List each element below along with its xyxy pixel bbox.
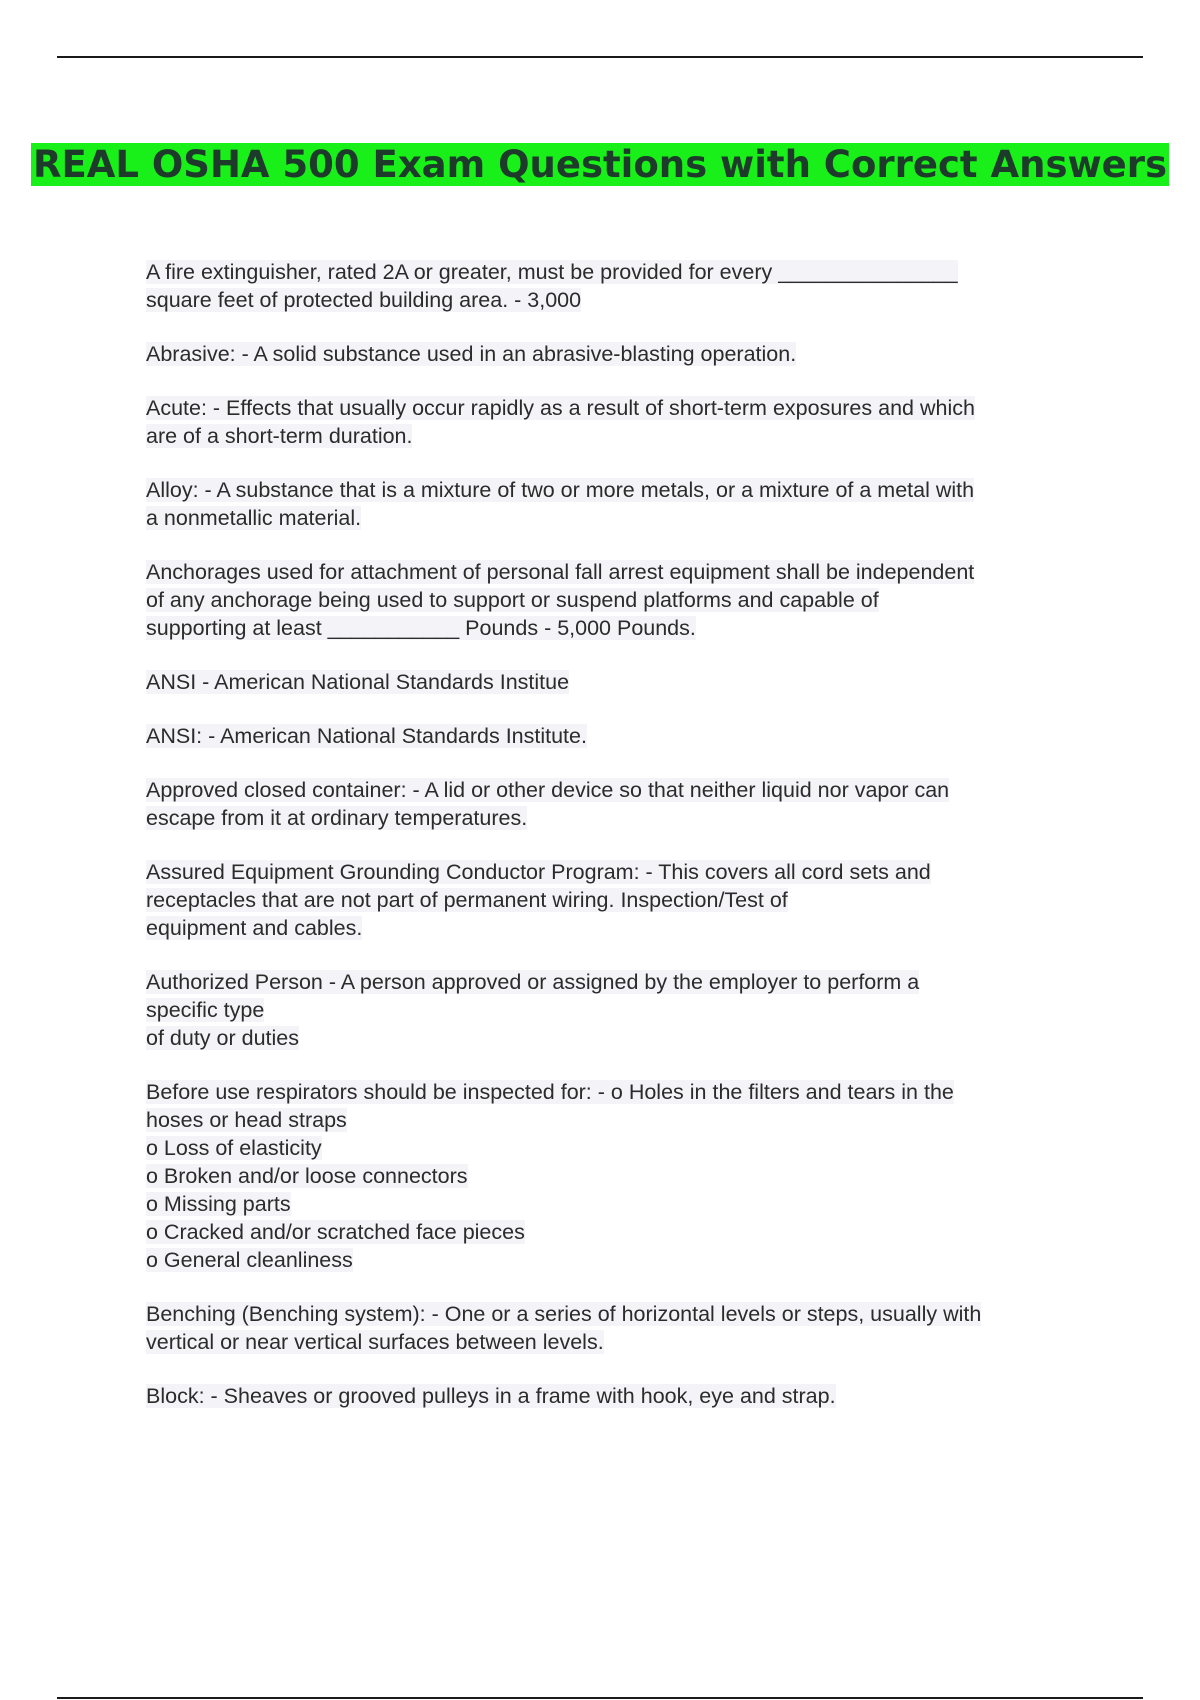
- qa-line: Before use respirators should be inspected for: - o Holes in the filters and tears in the: [146, 1080, 954, 1104]
- qa-line: Acute: - Effects that usually occur rapidly as a result of short-term exposures and which: [146, 396, 975, 420]
- qa-line: o Missing parts: [146, 1192, 291, 1216]
- page-title: REAL OSHA 500 Exam Questions with Correct Answers: [32, 143, 1168, 186]
- qa-entry-authorized-person: [146, 968, 1096, 1052]
- qa-line: Assured Equipment Grounding Conductor Program: - This covers all cord sets and: [146, 860, 931, 884]
- qa-line: of any anchorage being used to support or suspend platforms and capable of: [146, 588, 879, 612]
- qa-line: o General cleanliness: [146, 1248, 353, 1272]
- qa-entry-approved-closed-container: [146, 776, 1096, 832]
- qa-entry-ansi-colon: [146, 722, 1096, 750]
- qa-line: o Loss of elasticity: [146, 1136, 322, 1160]
- qa-entry-alloy: [146, 476, 1096, 532]
- qa-line: receptacles that are not part of permanent wiring. Inspection/Test of: [146, 888, 788, 912]
- qa-line: specific type: [146, 998, 265, 1022]
- qa-line: Alloy: - A substance that is a mixture of two or more metals, or a mixture of a metal with: [146, 478, 975, 502]
- qa-entry-ansi: [146, 668, 1096, 696]
- qa-line: are of a short-term duration.: [146, 424, 413, 448]
- qa-line: A fire extinguisher, rated 2A or greater, must be provided for every _______________: [146, 260, 958, 284]
- qa-entry-respirators: [146, 1078, 1096, 1274]
- qa-line: Abrasive: - A solid substance used in an abrasive-blasting operation.: [146, 342, 797, 366]
- qa-line: square feet of protected building area. - 3,000: [146, 288, 582, 312]
- title-block: [0, 144, 1200, 186]
- qa-line: supporting at least ___________ Pounds - 5,000 Pounds.: [146, 616, 696, 640]
- qa-line: vertical or near vertical surfaces between levels.: [146, 1330, 604, 1354]
- qa-line: o Cracked and/or scratched face pieces: [146, 1220, 525, 1244]
- qa-entry-acute: [146, 394, 1096, 450]
- qa-line: equipment and cables.: [146, 916, 363, 940]
- qa-line: ANSI: - American National Standards Institute.: [146, 724, 587, 748]
- qa-line: hoses or head straps: [146, 1108, 347, 1132]
- qa-entry-assured-grounding: [146, 858, 1096, 942]
- qa-line: o Broken and/or loose connectors: [146, 1164, 468, 1188]
- qa-line: Benching (Benching system): - One or a series of horizontal levels or steps, usually with: [146, 1302, 982, 1326]
- qa-list: [146, 258, 1096, 1436]
- qa-entry-fire-extinguisher: [146, 258, 1096, 314]
- qa-line: Anchorages used for attachment of personal fall arrest equipment shall be independent: [146, 560, 975, 584]
- bottom-rule: [57, 1697, 1143, 1699]
- qa-entry-block: [146, 1382, 1096, 1410]
- qa-line: of duty or duties: [146, 1026, 299, 1050]
- qa-entry-abrasive: [146, 340, 1096, 368]
- top-rule: [57, 56, 1143, 58]
- qa-line: Authorized Person - A person approved or assigned by the employer to perform a: [146, 970, 920, 994]
- qa-line: Block: - Sheaves or grooved pulleys in a frame with hook, eye and strap.: [146, 1384, 836, 1408]
- qa-line: Approved closed container: - A lid or other device so that neither liquid nor vapor can: [146, 778, 950, 802]
- qa-line: escape from it at ordinary temperatures.: [146, 806, 528, 830]
- qa-entry-benching: [146, 1300, 1096, 1356]
- qa-entry-anchorages: [146, 558, 1096, 642]
- qa-line: ANSI - American National Standards Institue: [146, 670, 570, 694]
- qa-line: a nonmetallic material.: [146, 506, 362, 530]
